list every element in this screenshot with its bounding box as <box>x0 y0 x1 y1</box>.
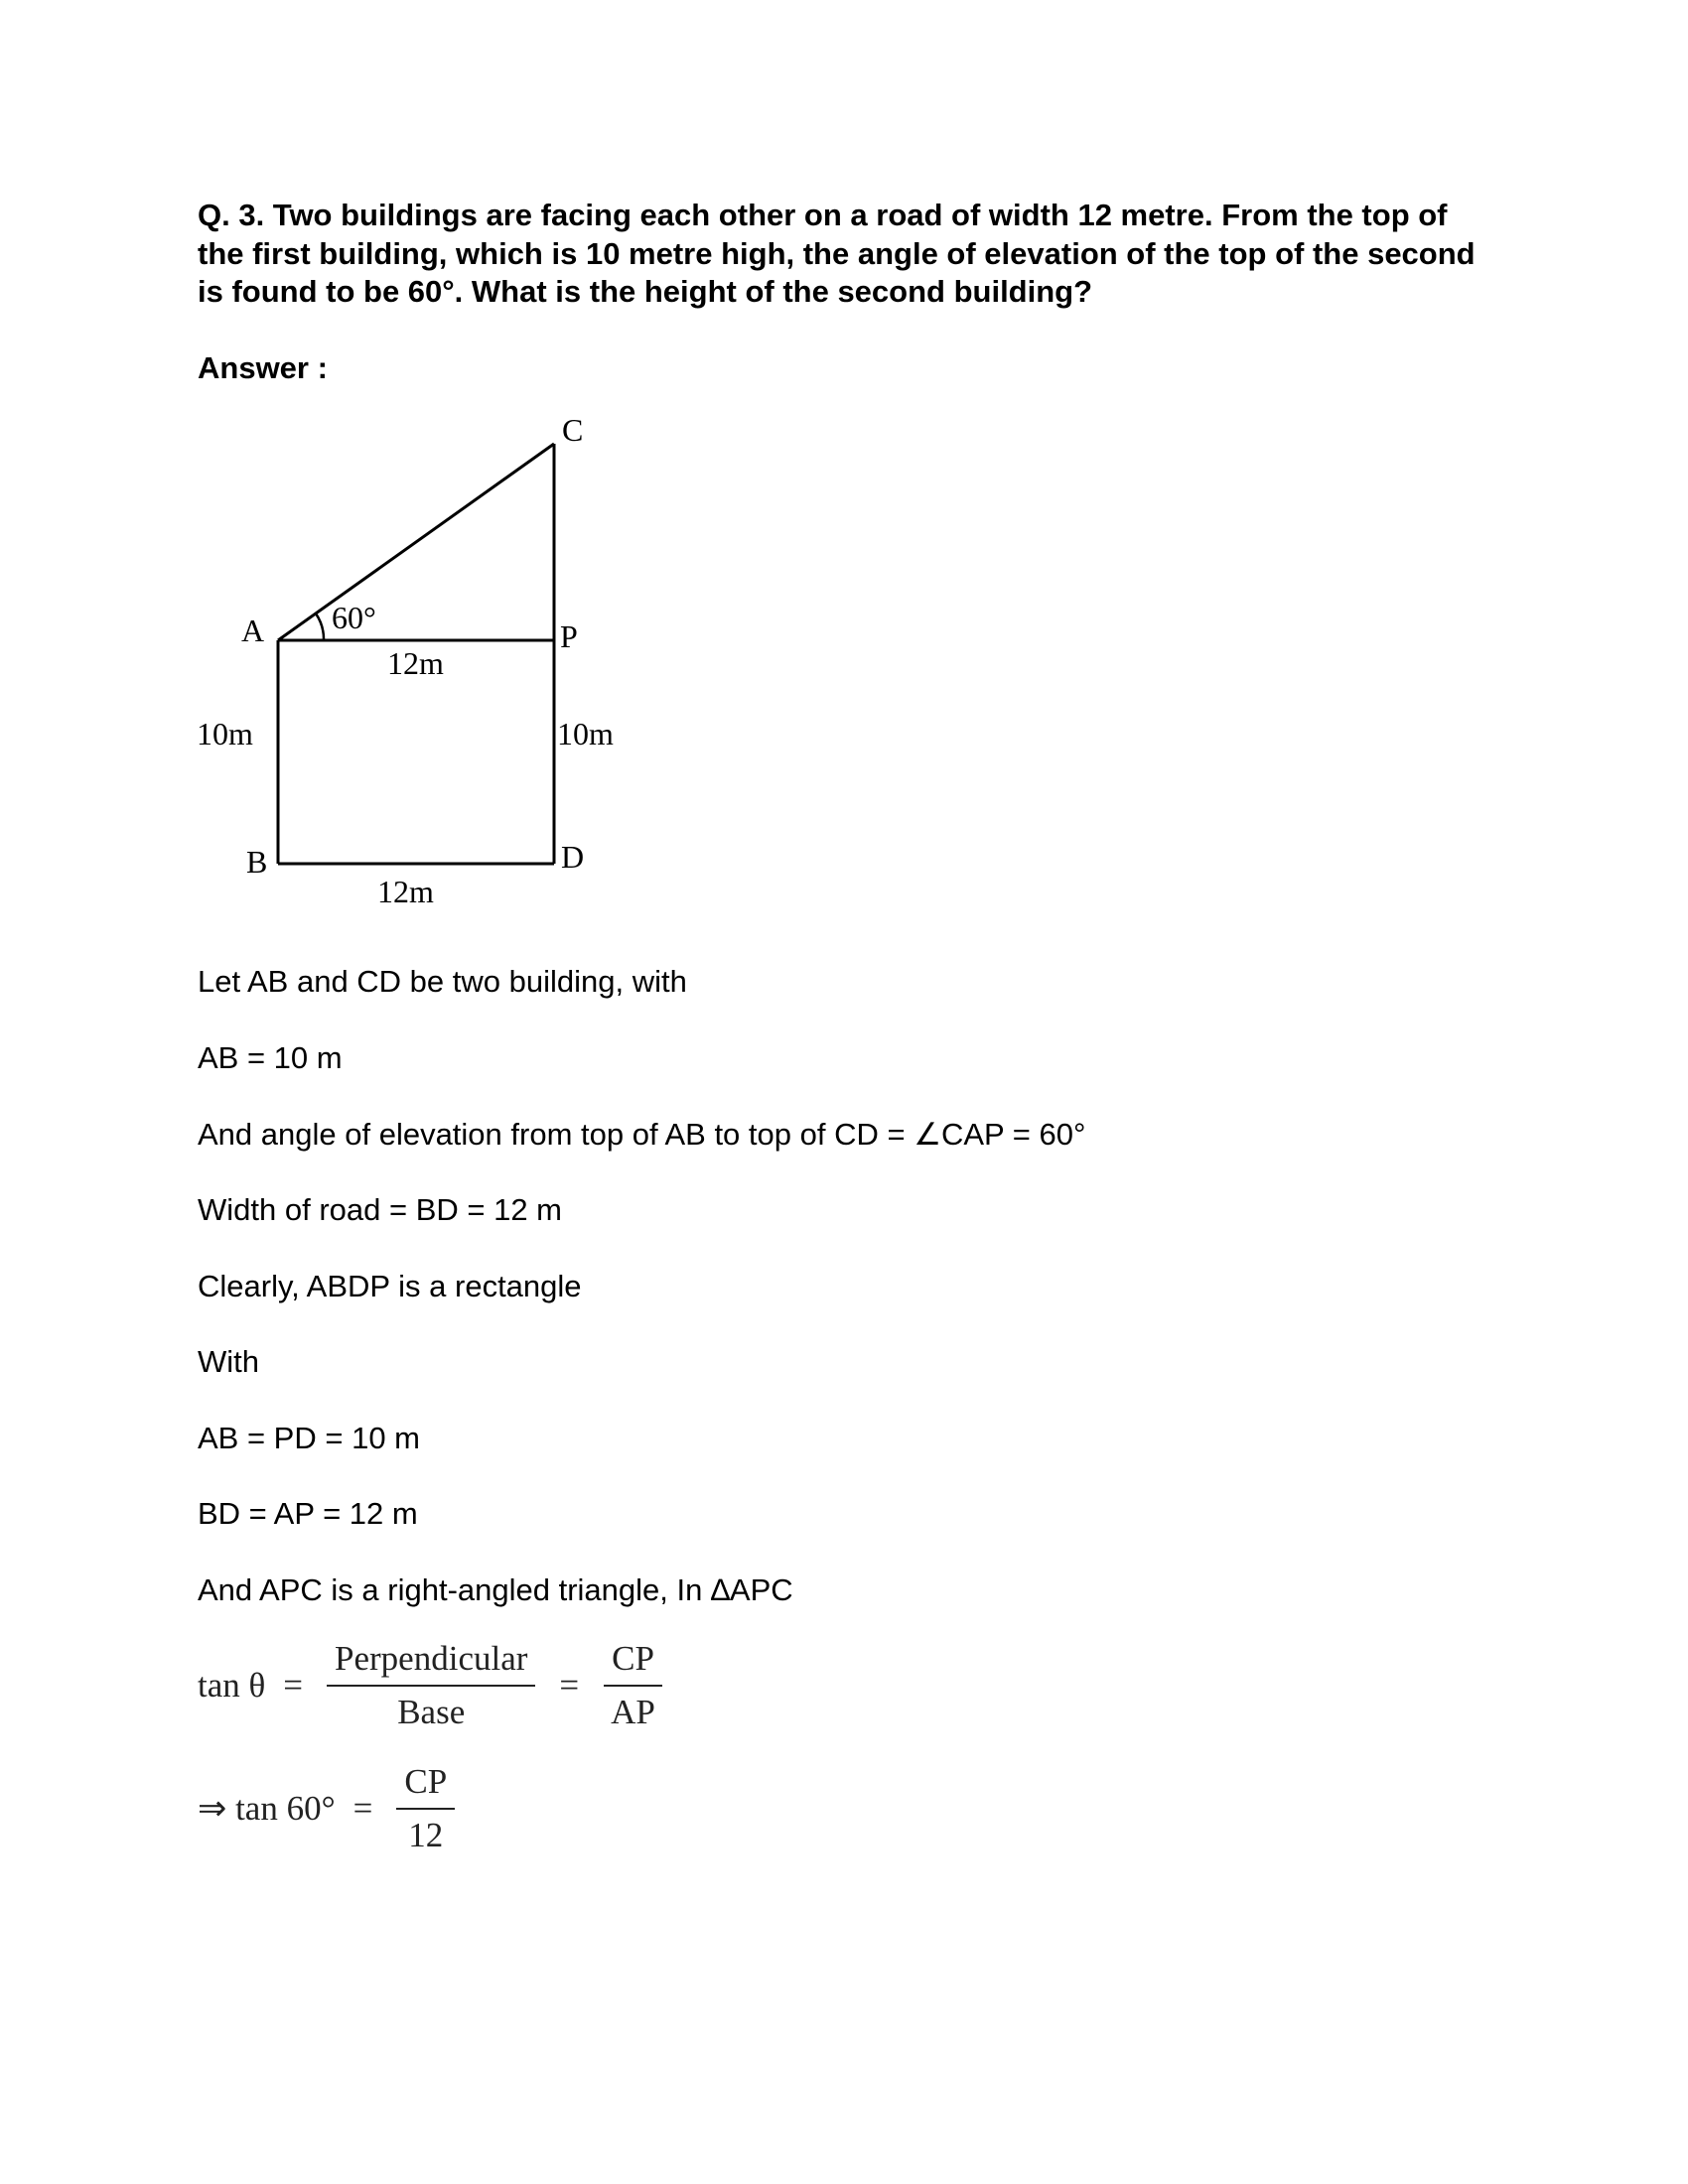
answer-label: Answer : <box>198 350 328 385</box>
eq1-lhs: tan θ <box>198 1666 266 1705</box>
label-point-d: D <box>561 839 585 875</box>
label-point-p: P <box>560 618 578 654</box>
label-angle: 60° <box>332 600 376 635</box>
solution-line: Width of road = BD = 12 m <box>198 1192 563 1227</box>
frac-numerator: Perpendicular <box>327 1639 535 1687</box>
solution-line: Let AB and CD be two building, with <box>198 964 687 999</box>
eq1-equals-2: = <box>559 1666 580 1705</box>
frac-denominator: Base <box>397 1693 466 1731</box>
eq2-lhs: ⇒ tan 60° <box>198 1789 336 1828</box>
angle-arc <box>316 614 324 640</box>
building-diagram <box>189 417 645 933</box>
label-bd-length: 12m <box>377 874 434 909</box>
label-point-c: C <box>562 417 584 448</box>
eq2-equals: = <box>352 1789 373 1828</box>
eq1-equals-1: = <box>283 1666 304 1705</box>
equation-tan-theta <box>198 1639 669 1732</box>
label-ab-length: 10m <box>197 716 253 751</box>
fraction-cp-ap <box>603 1639 663 1732</box>
frac-numerator: CP <box>396 1762 455 1810</box>
solution-line: And APC is a right-angled triangle, In ∆APC <box>198 1572 793 1607</box>
solution-line: AB = 10 m <box>198 1040 343 1075</box>
fraction-perpendicular-base <box>327 1639 535 1732</box>
label-point-b: B <box>246 844 268 880</box>
fraction-cp-12 <box>396 1762 455 1855</box>
frac-denominator: AP <box>611 1693 655 1731</box>
label-pd-length: 10m <box>557 716 614 751</box>
solution-line: With <box>198 1344 259 1379</box>
equation-tan-60 <box>198 1762 461 1855</box>
frac-denominator: 12 <box>408 1816 444 1854</box>
solution-line: And angle of elevation from top of AB to top of CD = ∠CAP = 60° <box>198 1117 1086 1152</box>
solution-line: BD = AP = 12 m <box>198 1496 418 1531</box>
solution-line: AB = PD = 10 m <box>198 1421 420 1455</box>
label-point-a: A <box>241 613 265 648</box>
solution-line: Clearly, ABDP is a rectangle <box>198 1269 582 1303</box>
frac-numerator: CP <box>604 1639 662 1687</box>
label-ap-length: 12m <box>387 645 444 681</box>
line-ac <box>278 444 554 640</box>
question-text: Q. 3. Two buildings are facing each other on a road of width 12 metre. From the top of the first building, which is 10 metre high, the angle of elevation of the top of the second is found to be 60°. What is the height of the second building? <box>198 198 1476 309</box>
